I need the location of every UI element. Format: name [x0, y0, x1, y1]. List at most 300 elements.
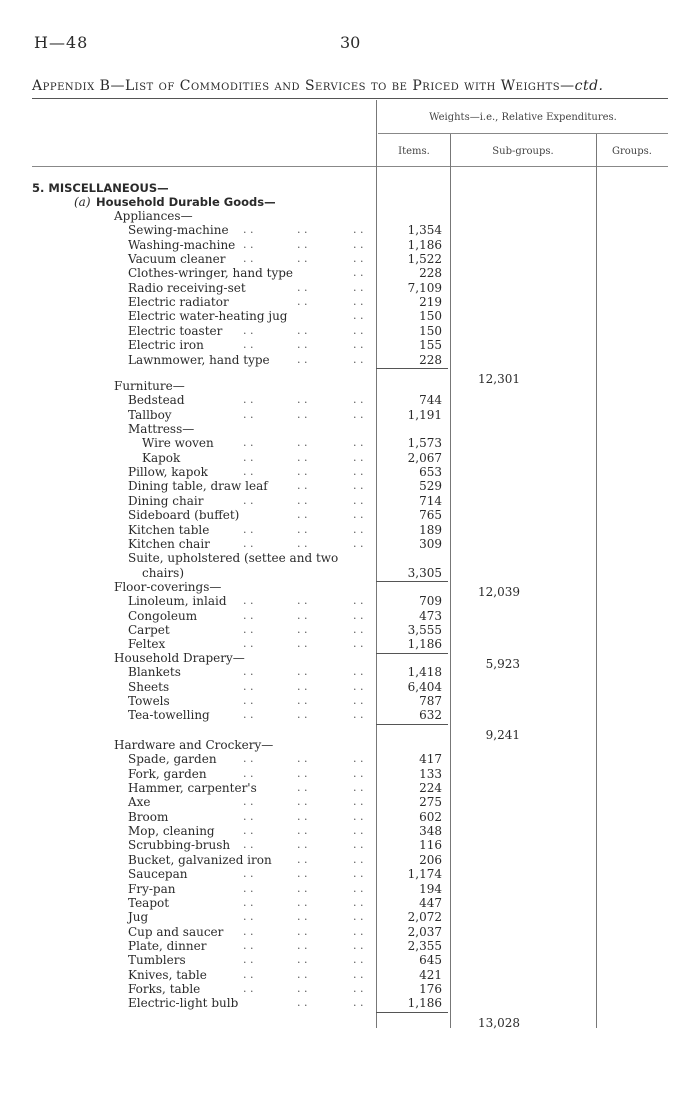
item-weight: 1,354	[407, 223, 442, 237]
item-weight: 224	[419, 781, 442, 795]
leader-dots: . .	[353, 494, 364, 507]
subgroup-total: 5,923	[485, 657, 520, 671]
leader-dots: . .	[297, 508, 308, 521]
leader-dots: . .	[297, 238, 308, 251]
leader-dots: . .	[243, 810, 254, 823]
leader-dots: . .	[297, 408, 308, 421]
leader-dots: . .	[297, 752, 308, 765]
weights-caption: Weights—i.e., Relative Expenditures.	[429, 112, 617, 123]
subtotal-rule	[376, 724, 448, 725]
item-row	[0, 422, 700, 436]
leader-dots: . .	[353, 238, 364, 251]
item-row	[0, 623, 700, 637]
item-row	[0, 508, 700, 522]
leader-dots: . .	[297, 882, 308, 895]
item-label: Congoleum	[128, 609, 198, 623]
item-label: Broom	[128, 810, 169, 824]
group-heading: Floor-coverings—	[114, 580, 222, 594]
col-subgroups-header: Sub-groups.	[492, 146, 554, 157]
item-weight: 447	[419, 896, 442, 910]
leader-dots: . .	[243, 767, 254, 780]
item-row	[0, 867, 700, 881]
leader-dots: . .	[297, 338, 308, 351]
item-weight: 645	[419, 953, 442, 967]
item-label: Pillow, kapok	[128, 465, 208, 479]
item-row	[0, 408, 700, 422]
leader-dots: . .	[353, 223, 364, 236]
leader-dots: . .	[243, 393, 254, 406]
item-label: Teapot	[128, 896, 170, 910]
item-label: Bedstead	[128, 393, 185, 407]
leader-dots: . .	[243, 882, 254, 895]
subgroup-total: 12,301	[478, 372, 520, 386]
item-label: Bucket, galvanized iron	[128, 853, 272, 867]
leader-dots: . .	[353, 637, 364, 650]
item-weight: 744	[419, 393, 442, 407]
item-weight: 7,109	[407, 281, 442, 295]
leader-dots: . .	[353, 408, 364, 421]
item-label: Dining table, draw leaf	[128, 479, 268, 493]
item-label: Clothes-wringer, hand type	[128, 266, 294, 280]
item-row	[0, 680, 700, 694]
subgroup-total: 13,028	[478, 1016, 520, 1030]
leader-dots: . .	[243, 795, 254, 808]
item-row	[0, 953, 700, 967]
item-row	[0, 781, 700, 795]
leader-dots: . .	[353, 609, 364, 622]
group-heading-row	[0, 209, 700, 223]
subtotal-rule	[376, 368, 448, 369]
item-weight: 219	[419, 295, 442, 309]
item-label: Linoleum, inlaid	[128, 594, 227, 608]
leader-dots: . .	[353, 680, 364, 693]
leader-dots: . .	[243, 338, 254, 351]
leader-dots: . .	[353, 867, 364, 880]
item-weight: 228	[419, 353, 442, 367]
leader-dots: . .	[353, 853, 364, 866]
item-label: Kitchen chair	[128, 537, 210, 551]
item-row	[0, 451, 700, 465]
leader-dots: . .	[353, 882, 364, 895]
top-rule	[32, 98, 668, 99]
subgroup-total: 9,241	[485, 728, 520, 742]
subgroup-total: 12,039	[478, 585, 520, 599]
leader-dots: . .	[297, 867, 308, 880]
leader-dots: . .	[297, 223, 308, 236]
item-weight: 709	[419, 594, 442, 608]
item-weight: 473	[419, 609, 442, 623]
leader-dots: . .	[297, 295, 308, 308]
section-title-row	[0, 181, 700, 195]
leader-dots: . .	[353, 353, 364, 366]
item-weight: 1,191	[407, 408, 442, 422]
item-label: Electric water-heating jug	[128, 309, 288, 323]
appendix-title	[32, 78, 604, 94]
leader-dots: . .	[353, 393, 364, 406]
leader-dots: . .	[353, 996, 364, 1009]
leader-dots: . .	[243, 523, 254, 536]
leader-dots: . .	[353, 694, 364, 707]
item-weight: 417	[419, 752, 442, 766]
item-label: Plate, dinner	[128, 939, 207, 953]
item-weight: 1,186	[407, 637, 442, 651]
item-row	[0, 537, 700, 551]
leader-dots: . .	[353, 781, 364, 794]
item-weight: 150	[419, 324, 442, 338]
leader-dots: . .	[353, 810, 364, 823]
item-label: Electric iron	[128, 338, 204, 352]
leader-dots: . .	[243, 324, 254, 337]
leader-dots: . .	[297, 853, 308, 866]
item-label: Fork, garden	[128, 767, 207, 781]
leader-dots: . .	[297, 694, 308, 707]
leader-dots: . .	[297, 795, 308, 808]
col-items-header: Items.	[398, 146, 430, 157]
leader-dots: . .	[297, 451, 308, 464]
leader-dots: . .	[243, 252, 254, 265]
leader-dots: . .	[353, 752, 364, 765]
item-row	[0, 338, 700, 352]
leader-dots: . .	[243, 436, 254, 449]
item-weight: 309	[419, 537, 442, 551]
item-weight: 3,555	[407, 623, 442, 637]
leader-dots: . .	[353, 451, 364, 464]
leader-dots: . .	[243, 867, 254, 880]
item-row	[0, 223, 700, 237]
item-weight: 1,186	[407, 996, 442, 1010]
item-row	[0, 925, 700, 939]
leader-dots: . .	[243, 896, 254, 909]
item-label: Scrubbing-brush	[128, 838, 231, 852]
leader-dots: . .	[353, 594, 364, 607]
item-label: Axe	[128, 795, 151, 809]
leader-dots: . .	[243, 637, 254, 650]
item-weight: 155	[419, 338, 442, 352]
item-weight: 275	[419, 795, 442, 809]
leader-dots: . .	[243, 982, 254, 995]
item-label: Mop, cleaning	[128, 824, 215, 838]
item-weight: 194	[419, 882, 442, 896]
leader-dots: . .	[297, 537, 308, 550]
leader-dots: . .	[353, 479, 364, 492]
item-row	[0, 637, 700, 651]
subsection-title: Household Durable Goods—	[96, 195, 276, 209]
item-row	[0, 551, 700, 565]
item-row	[0, 353, 700, 367]
item-weight: 2,072	[407, 910, 442, 924]
item-label: Cup and saucer	[128, 925, 224, 939]
item-label: Jug	[128, 910, 149, 924]
leader-dots: . .	[297, 708, 308, 721]
col-groups-header: Groups.	[612, 146, 652, 157]
item-weight: 348	[419, 824, 442, 838]
leader-dots: . .	[353, 795, 364, 808]
item-row	[0, 853, 700, 867]
leader-dots: . .	[297, 494, 308, 507]
group-heading-row	[0, 651, 700, 665]
leader-dots: . .	[243, 694, 254, 707]
item-weight: 1,573	[407, 436, 442, 450]
group-heading-row	[0, 580, 700, 594]
item-label: Dining chair	[128, 494, 204, 508]
leader-dots: . .	[353, 295, 364, 308]
leader-dots: . .	[353, 465, 364, 478]
leader-dots: . .	[243, 953, 254, 966]
item-weight: 787	[419, 694, 442, 708]
item-label: Sheets	[128, 680, 170, 694]
leader-dots: . .	[353, 708, 364, 721]
item-label: Kapok	[142, 451, 181, 465]
item-row	[0, 465, 700, 479]
leader-dots: . .	[243, 494, 254, 507]
leader-dots: . .	[243, 910, 254, 923]
item-label: Saucepan	[128, 867, 188, 881]
page-number: 30	[340, 33, 361, 52]
leader-dots: . .	[243, 537, 254, 550]
leader-dots: . .	[243, 465, 254, 478]
item-label: Fry-pan	[128, 882, 176, 896]
leader-dots: . .	[353, 910, 364, 923]
item-label: Mattress—	[128, 422, 195, 436]
item-weight: 1,418	[407, 665, 442, 679]
item-row	[0, 295, 700, 309]
leader-dots: . .	[353, 537, 364, 550]
item-row	[0, 838, 700, 852]
leader-dots: . .	[243, 223, 254, 236]
item-label: Hammer, carpenter's	[128, 781, 257, 795]
item-row	[0, 252, 700, 266]
leader-dots: . .	[297, 594, 308, 607]
item-label: Sewing-machine	[128, 223, 229, 237]
item-row	[0, 896, 700, 910]
item-row	[0, 494, 700, 508]
item-label: Electric toaster	[128, 324, 223, 338]
item-row	[0, 523, 700, 537]
section-title: 5. MISCELLANEOUS—	[32, 181, 169, 195]
leader-dots: . .	[297, 910, 308, 923]
item-row	[0, 281, 700, 295]
item-row	[0, 436, 700, 450]
item-weight: 133	[419, 767, 442, 781]
group-heading-row	[0, 379, 700, 393]
item-row	[0, 594, 700, 608]
leader-dots: . .	[243, 680, 254, 693]
weights-caption-rule	[378, 133, 668, 134]
leader-dots: . .	[243, 838, 254, 851]
item-weight: 2,037	[407, 925, 442, 939]
item-weight: 529	[419, 479, 442, 493]
item-weight: 2,355	[407, 939, 442, 953]
item-row	[0, 882, 700, 896]
leader-dots: . .	[297, 281, 308, 294]
leader-dots: . .	[353, 523, 364, 536]
leader-dots: . .	[353, 338, 364, 351]
item-row	[0, 694, 700, 708]
item-label: Suite, upholstered (settee and two	[128, 551, 339, 565]
leader-dots: . .	[353, 436, 364, 449]
header-bottom-rule	[32, 166, 668, 167]
item-weight: 228	[419, 266, 442, 280]
item-label: Spade, garden	[128, 752, 217, 766]
item-weight: 714	[419, 494, 442, 508]
leader-dots: . .	[297, 324, 308, 337]
leader-dots: . .	[353, 953, 364, 966]
appendix-ctd: ctd.	[574, 78, 604, 94]
item-label: Electric-light bulb	[128, 996, 239, 1010]
group-heading: Furniture—	[114, 379, 185, 393]
leader-dots: . .	[297, 665, 308, 678]
leader-dots: . .	[297, 609, 308, 622]
item-row	[0, 824, 700, 838]
leader-dots: . .	[243, 824, 254, 837]
item-label: Radio receiving-set	[128, 281, 246, 295]
item-label: Tumblers	[128, 953, 186, 967]
leader-dots: . .	[243, 708, 254, 721]
item-label: Kitchen table	[128, 523, 210, 537]
item-row	[0, 767, 700, 781]
leader-dots: . .	[297, 996, 308, 1009]
leader-dots: . .	[243, 451, 254, 464]
leader-dots: . .	[353, 968, 364, 981]
item-label: Lawnmower, hand type	[128, 353, 270, 367]
group-heading: Appliances—	[114, 209, 193, 223]
leader-dots: . .	[243, 238, 254, 251]
leader-dots: . .	[297, 523, 308, 536]
item-row	[0, 665, 700, 679]
leader-dots: . .	[353, 508, 364, 521]
item-label: Tea-towelling	[128, 708, 210, 722]
leader-dots: . .	[243, 752, 254, 765]
item-row	[0, 266, 700, 280]
item-row	[0, 982, 700, 996]
appendix-title-text: Appendix B—List of Commodities and Services to be Priced with Weights—	[32, 78, 575, 94]
item-label: chairs)	[142, 566, 185, 580]
leader-dots: . .	[243, 408, 254, 421]
item-weight: 765	[419, 508, 442, 522]
item-row	[0, 810, 700, 824]
item-label: Blankets	[128, 665, 181, 679]
subsection-row	[0, 195, 700, 209]
leader-dots: . .	[297, 680, 308, 693]
item-label: Washing-machine	[128, 238, 236, 252]
item-row	[0, 324, 700, 338]
leader-dots: . .	[297, 810, 308, 823]
leader-dots: . .	[353, 266, 364, 279]
leader-dots: . .	[353, 838, 364, 851]
leader-dots: . .	[353, 281, 364, 294]
item-weight: 1,186	[407, 238, 442, 252]
leader-dots: . .	[297, 953, 308, 966]
item-row	[0, 910, 700, 924]
leader-dots: . .	[243, 939, 254, 952]
item-weight: 206	[419, 853, 442, 867]
leader-dots: . .	[353, 824, 364, 837]
item-label: Tallboy	[128, 408, 172, 422]
group-heading-row	[0, 738, 700, 752]
leader-dots: . .	[353, 623, 364, 636]
leader-dots: . .	[243, 968, 254, 981]
item-weight: 1,522	[407, 252, 442, 266]
item-weight: 6,404	[407, 680, 442, 694]
item-weight: 421	[419, 968, 442, 982]
leader-dots: . .	[297, 838, 308, 851]
item-row	[0, 708, 700, 722]
leader-dots: . .	[297, 968, 308, 981]
item-weight: 3,305	[407, 566, 442, 580]
leader-dots: . .	[297, 436, 308, 449]
item-weight: 150	[419, 309, 442, 323]
item-weight: 602	[419, 810, 442, 824]
item-row	[0, 393, 700, 407]
item-row	[0, 939, 700, 953]
document-reference: H—48	[34, 33, 89, 52]
leader-dots: . .	[243, 665, 254, 678]
leader-dots: . .	[297, 824, 308, 837]
leader-dots: . .	[353, 324, 364, 337]
item-row	[0, 795, 700, 809]
leader-dots: . .	[297, 896, 308, 909]
item-weight: 189	[419, 523, 442, 537]
item-row	[0, 479, 700, 493]
leader-dots: . .	[297, 465, 308, 478]
leader-dots: . .	[353, 767, 364, 780]
leader-dots: . .	[353, 982, 364, 995]
item-label: Knives, table	[128, 968, 207, 982]
leader-dots: . .	[297, 252, 308, 265]
leader-dots: . .	[297, 925, 308, 938]
item-label: Forks, table	[128, 982, 201, 996]
leader-dots: . .	[243, 623, 254, 636]
leader-dots: . .	[353, 925, 364, 938]
item-weight: 176	[419, 982, 442, 996]
group-heading: Hardware and Crockery—	[114, 738, 274, 752]
item-label: Feltex	[128, 637, 166, 651]
item-row	[0, 996, 700, 1010]
item-row	[0, 566, 700, 580]
item-label: Wire woven	[142, 436, 214, 450]
item-label: Sideboard (buffet)	[128, 508, 240, 522]
item-row	[0, 309, 700, 323]
leader-dots: . .	[353, 252, 364, 265]
leader-dots: . .	[353, 665, 364, 678]
subsection-prefix: (a)	[74, 195, 91, 209]
item-label: Vacuum cleaner	[128, 252, 226, 266]
item-weight: 632	[419, 708, 442, 722]
item-row	[0, 609, 700, 623]
leader-dots: . .	[353, 939, 364, 952]
item-weight: 2,067	[407, 451, 442, 465]
subtotal-rule	[376, 1012, 448, 1013]
item-row	[0, 968, 700, 982]
item-weight: 116	[419, 838, 442, 852]
leader-dots: . .	[297, 939, 308, 952]
leader-dots: . .	[297, 781, 308, 794]
item-row	[0, 238, 700, 252]
item-weight: 1,174	[407, 867, 442, 881]
leader-dots: . .	[353, 896, 364, 909]
item-label: Electric radiator	[128, 295, 229, 309]
leader-dots: . .	[243, 925, 254, 938]
leader-dots: . .	[297, 623, 308, 636]
leader-dots: . .	[353, 309, 364, 322]
group-heading: Household Drapery—	[114, 651, 245, 665]
leader-dots: . .	[297, 982, 308, 995]
leader-dots: . .	[297, 767, 308, 780]
item-label: Carpet	[128, 623, 170, 637]
item-weight: 653	[419, 465, 442, 479]
leader-dots: . .	[243, 594, 254, 607]
item-label: Towels	[128, 694, 170, 708]
